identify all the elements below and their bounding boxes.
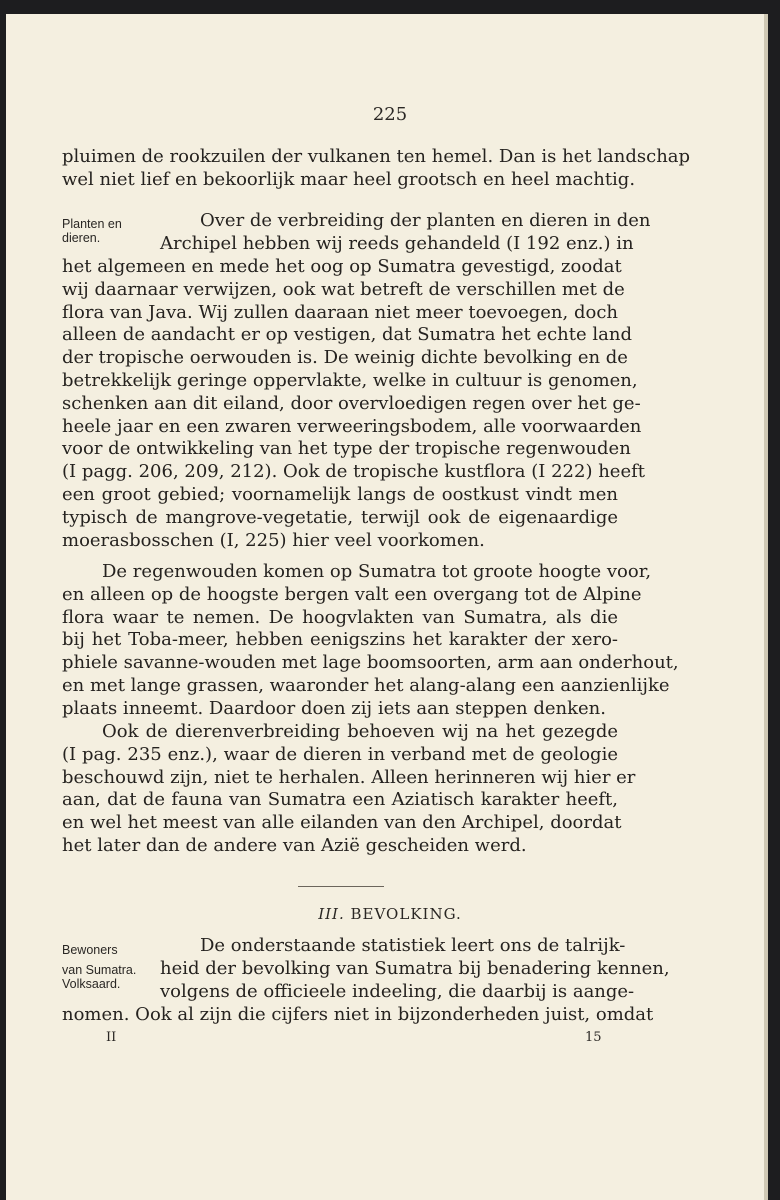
paragraph-plants-start-2 bbox=[160, 233, 634, 256]
text-line: Archipel hebben wij reeds gehandeld (I 192 enz.) in bbox=[160, 233, 634, 254]
text-line: flora waar te nemen. De hoogvlakten van Sumatra, als die bbox=[62, 606, 618, 628]
text-line: aan, dat de fauna van Sumatra een Aziatisch karakter heeft, bbox=[62, 789, 618, 811]
text-line: heid der bevolking van Sumatra bij benadering kennen, bbox=[160, 958, 670, 979]
section-number: III. bbox=[318, 905, 345, 923]
text-line: en wel het meest van alle eilanden van den Archipel, doordat bbox=[62, 812, 622, 834]
text-line: (I pagg. 206, 209, 212). Ook de tropische kustflora (I 222) heeft bbox=[62, 461, 645, 483]
text-line: der tropische oerwouden is. De weinig dichte bevolking en de bbox=[62, 347, 628, 369]
text-line: heele jaar en een zwaren verweeringsbodem, alle voorwaarden bbox=[62, 415, 642, 437]
paragraph-plants bbox=[62, 256, 645, 552]
text-line: (I pag. 235 enz.), waar de dieren in verband met de geologie bbox=[62, 743, 618, 765]
paragraph-rainforest bbox=[62, 561, 679, 721]
margin-note-planten bbox=[62, 217, 122, 245]
paragraph-fauna bbox=[62, 721, 636, 858]
text-line: wel niet lief en bekoorlijk maar heel grootsch en heel machtig. bbox=[62, 168, 636, 190]
text-line: wij daarnaar verwijzen, ook wat betreft de verschillen met de bbox=[62, 278, 625, 300]
margin-note-bewoners bbox=[62, 943, 136, 991]
text-line: phiele savanne-wouden met lage boomsoorten, arm aan onderhout, bbox=[62, 652, 679, 674]
text-line: en met lange grassen, waaronder het alang-alang een aanzienlijke bbox=[62, 674, 670, 696]
margin-note-line: Bewoners bbox=[62, 943, 118, 957]
paragraph-population-start bbox=[200, 935, 626, 958]
section-title: BEVOLKING. bbox=[350, 905, 462, 923]
text-line: voor de ontwikkeling van het type der tropische regenwouden bbox=[62, 438, 631, 460]
paragraph-population-3 bbox=[160, 981, 635, 1004]
text-line: en alleen op de hoogste bergen valt een overgang tot de Alpine bbox=[62, 583, 642, 605]
text-line: het algemeen en mede het oog op Sumatra gevestigd, zoodat bbox=[62, 256, 622, 277]
text-line: volgens de officieele indeeling, die daarbij is aange- bbox=[160, 981, 635, 1002]
text-line: pluimen de rookzuilen der vulkanen ten hemel. Dan is het landschap bbox=[62, 146, 691, 167]
margin-note-line: van Sumatra. bbox=[62, 963, 137, 977]
margin-note-line: Volksaard. bbox=[62, 977, 121, 991]
paragraph-population bbox=[62, 1004, 654, 1027]
text-line: betrekkelijk geringe oppervlakte, welke in cultuur is genomen, bbox=[62, 369, 638, 391]
paragraph-plants-start bbox=[200, 210, 651, 233]
signature-mark-left: II bbox=[106, 1030, 117, 1045]
page-edge bbox=[764, 14, 768, 1200]
margin-note-line: Planten en bbox=[62, 217, 122, 231]
text-line: bij het Toba-meer, hebben eenigszins het karakter der xero- bbox=[62, 629, 618, 651]
paragraph-continuation bbox=[62, 146, 691, 192]
paragraph-population-2 bbox=[160, 958, 670, 981]
text-line: schenken aan dit eiland, door overvloedigen regen over het ge- bbox=[62, 392, 641, 414]
text-line: een groot gebied; voornamelijk langs de oostkust vindt men bbox=[62, 483, 618, 505]
text-line: typisch de mangrove-vegetatie, terwijl ook de eigenaardige bbox=[62, 506, 618, 528]
text-line: De regenwouden komen op Sumatra tot groote hoogte voor, bbox=[102, 561, 652, 582]
text-line: De onderstaande statistiek leert ons de talrijk- bbox=[200, 935, 626, 956]
section-divider bbox=[298, 886, 384, 887]
text-line: moerasbosschen (I, 225) hier veel voorkomen. bbox=[62, 529, 485, 551]
text-line: alleen de aandacht er op vestigen, dat Sumatra het echte land bbox=[62, 324, 632, 346]
text-line: plaats inneemt. Daardoor doen zij iets aan steppen denken. bbox=[62, 697, 606, 719]
signature-mark-right: 15 bbox=[585, 1030, 602, 1045]
text-line: beschouwd zijn, niet te herhalen. Alleen herinneren wij hier er bbox=[62, 766, 636, 788]
text-line: Over de verbreiding der planten en dieren in den bbox=[200, 210, 651, 231]
margin-note-line: dieren. bbox=[62, 231, 101, 245]
text-line: flora van Java. Wij zullen daaraan niet meer toevoegen, doch bbox=[62, 301, 618, 323]
text-line: Ook de dierenverbreiding behoeven wij na het gezegde bbox=[102, 721, 618, 742]
page-number: 225 bbox=[372, 104, 408, 125]
text-line: het later dan de andere van Azië gescheiden werd. bbox=[62, 834, 527, 856]
section-heading bbox=[0, 905, 780, 923]
text-line: nomen. Ook al zijn die cijfers niet in bijzonderheden juist, omdat bbox=[62, 1004, 654, 1025]
